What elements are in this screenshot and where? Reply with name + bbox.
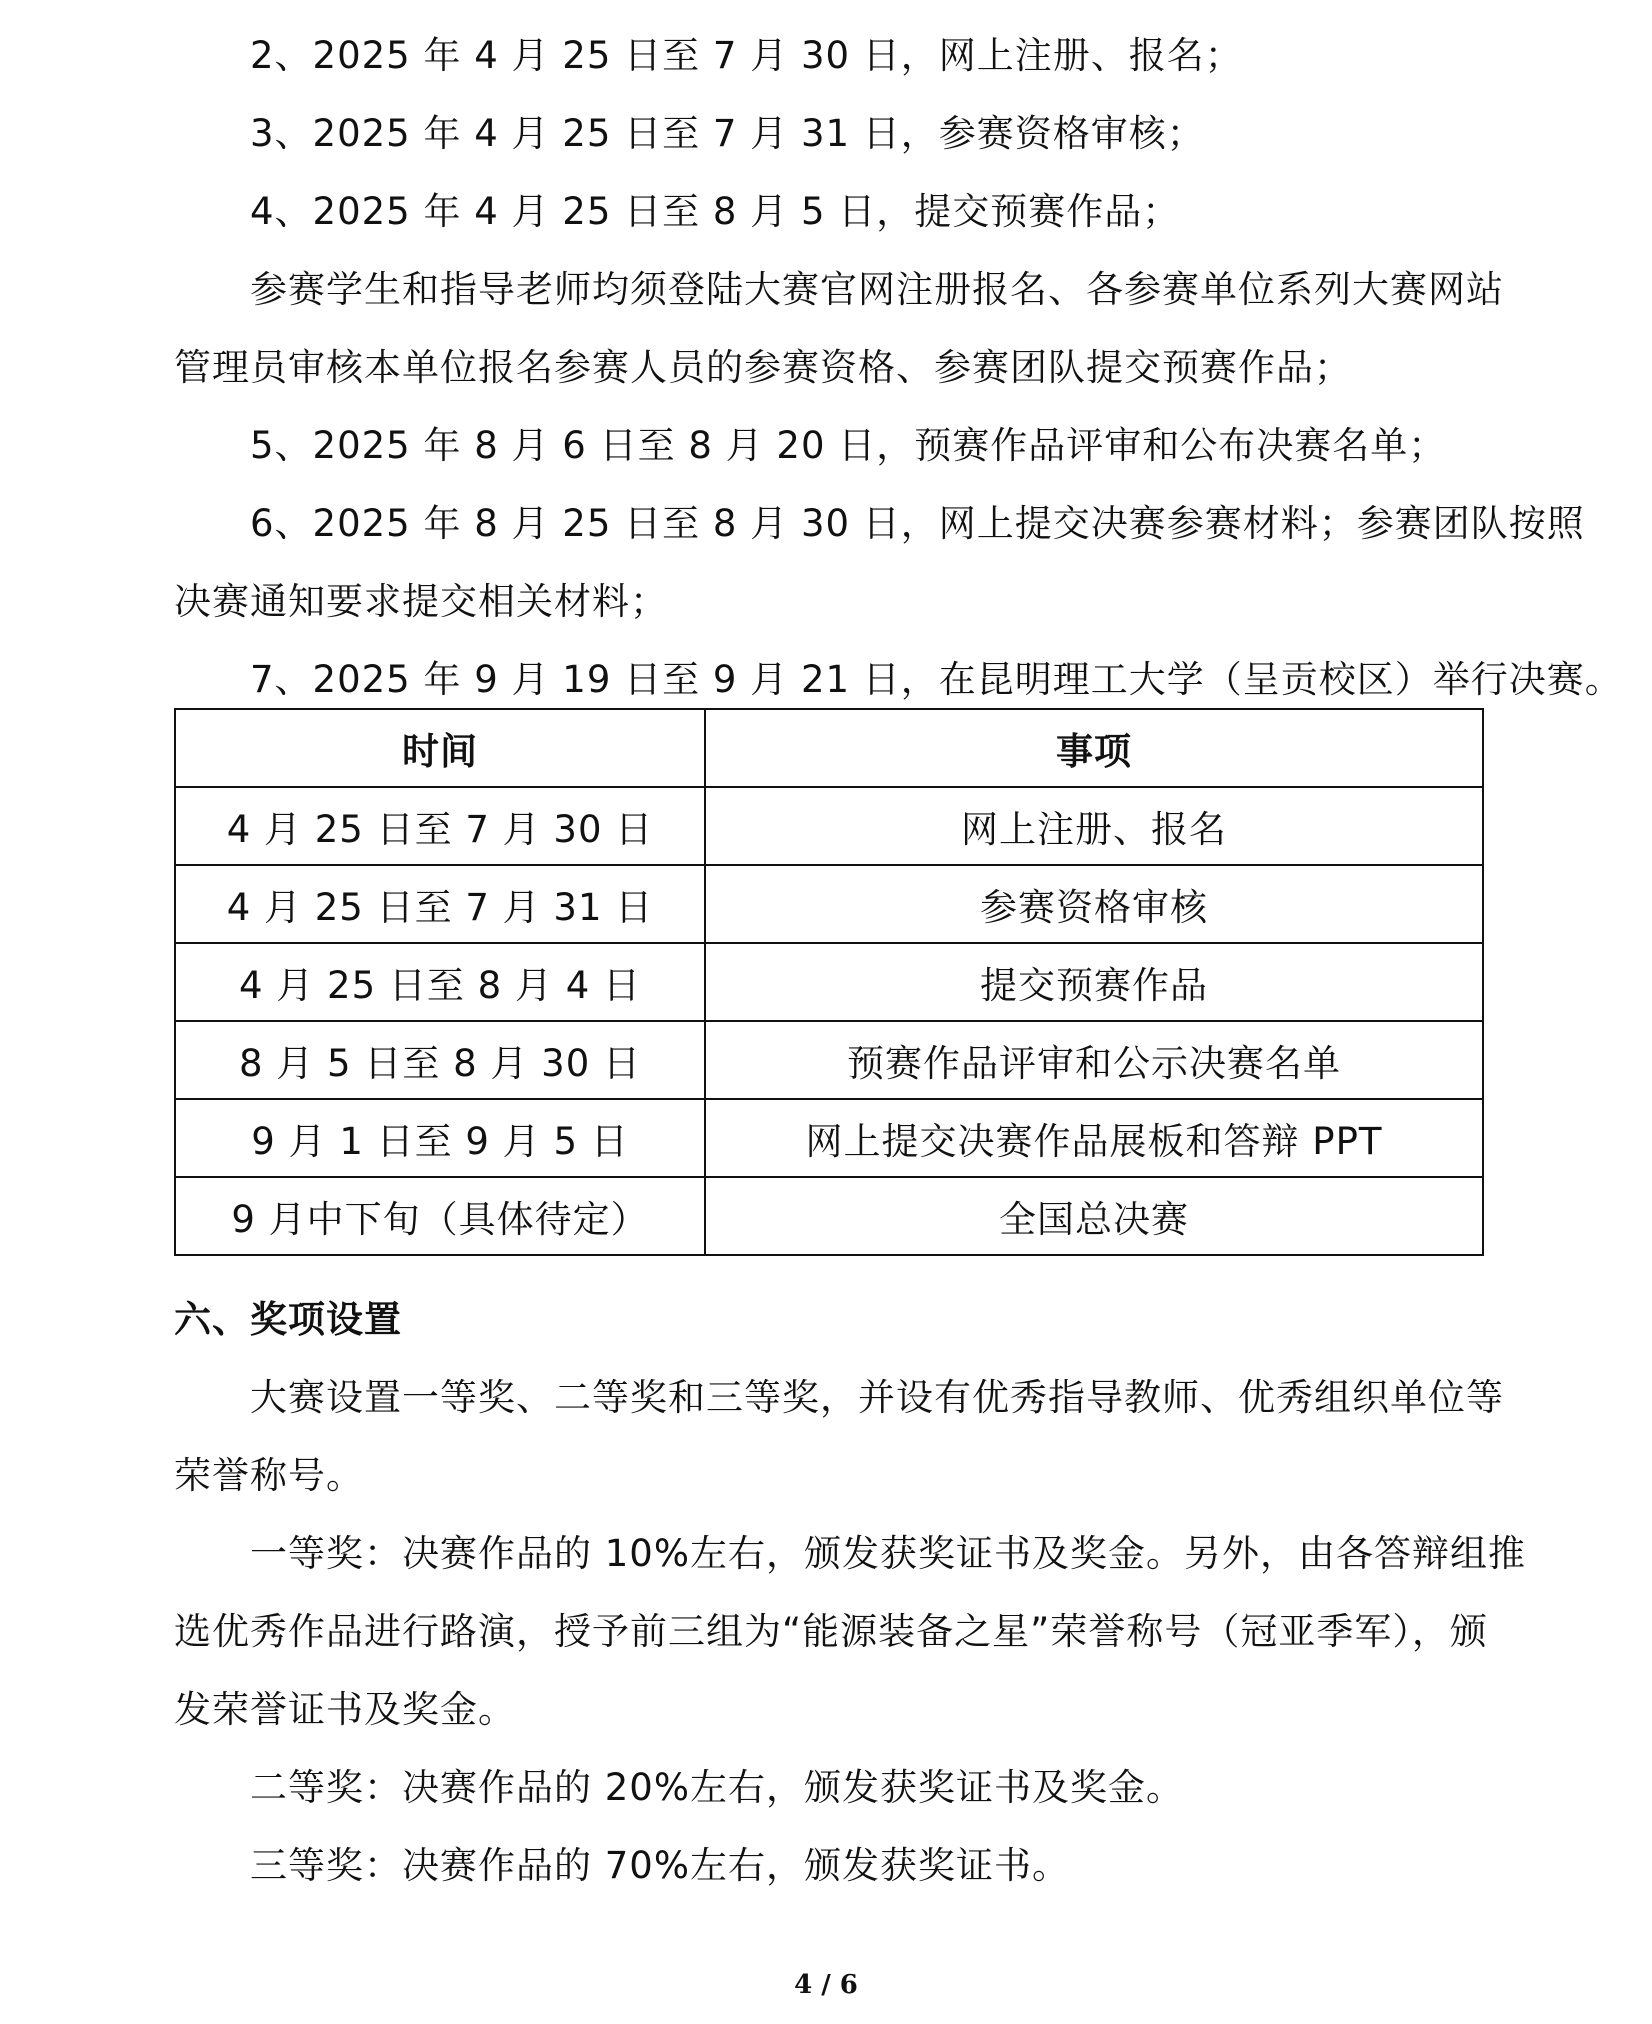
table-cell-item: 全国总决赛 [705, 1177, 1483, 1255]
table-header-item: 事项 [705, 709, 1483, 787]
table-cell-time: 8 月 5 日至 8 月 30 日 [175, 1021, 705, 1099]
table-row [175, 943, 1483, 1021]
table-cell-item: 参赛资格审核 [705, 865, 1483, 943]
schedule-item-6-line-2: 决赛通知要求提交相关材料； [174, 580, 668, 623]
second-prize: 二等奖：决赛作品的 20%左右，颁发获奖证书及奖金。 [250, 1766, 1184, 1809]
table-cell-time: 4 月 25 日至 8 月 4 日 [175, 943, 705, 1021]
first-prize-line-3: 发荣誉证书及奖金。 [174, 1688, 516, 1731]
table-header-time: 时间 [175, 709, 705, 787]
awards-intro-line-2: 荣誉称号。 [174, 1454, 364, 1497]
table-cell-time: 9 月 1 日至 9 月 5 日 [175, 1099, 705, 1177]
first-prize-line-1: 一等奖：决赛作品的 10%左右，颁发获奖证书及奖金。另外，由各答辩组推 [250, 1532, 1526, 1575]
section-6-heading: 六、奖项设置 [174, 1298, 402, 1341]
table-header-row [175, 709, 1483, 787]
schedule-item-7: 7、2025 年 9 月 19 日至 9 月 21 日，在昆明理工大学（呈贡校区）举行决赛。 [250, 658, 1623, 701]
table-row [175, 1177, 1483, 1255]
schedule-table [174, 708, 1484, 1256]
schedule-item-4: 4、2025 年 4 月 25 日至 8 月 5 日，提交预赛作品； [250, 190, 1181, 233]
schedule-item-5: 5、2025 年 8 月 6 日至 8 月 20 日，预赛作品评审和公布决赛名单； [250, 424, 1447, 467]
table-cell-item: 网上提交决赛作品展板和答辩 PPT [705, 1099, 1483, 1177]
third-prize: 三等奖：决赛作品的 70%左右，颁发获奖证书。 [250, 1844, 1070, 1887]
note-line-2: 管理员审核本单位报名参赛人员的参赛资格、参赛团队提交预赛作品； [174, 346, 1352, 389]
table-cell-time: 9 月中下旬（具体待定） [175, 1177, 705, 1255]
table-row [175, 787, 1483, 865]
note-line-1: 参赛学生和指导老师均须登陆大赛官网注册报名、各参赛单位系列大赛网站 [250, 268, 1504, 311]
table-cell-time: 4 月 25 日至 7 月 30 日 [175, 787, 705, 865]
table-cell-item: 网上注册、报名 [705, 787, 1483, 865]
schedule-item-3: 3、2025 年 4 月 25 日至 7 月 31 日，参赛资格审核； [250, 112, 1205, 155]
table-cell-time: 4 月 25 日至 7 月 31 日 [175, 865, 705, 943]
page-number: 4 / 6 [794, 1970, 858, 2000]
table-row [175, 1021, 1483, 1099]
awards-intro-line-1: 大赛设置一等奖、二等奖和三等奖，并设有优秀指导教师、优秀组织单位等 [250, 1376, 1504, 1419]
table-row [175, 1099, 1483, 1177]
schedule-item-2: 2、2025 年 4 月 25 日至 7 月 30 日，网上注册、报名； [250, 34, 1243, 77]
table-cell-item: 预赛作品评审和公示决赛名单 [705, 1021, 1483, 1099]
table-cell-item: 提交预赛作品 [705, 943, 1483, 1021]
first-prize-line-2: 选优秀作品进行路演，授予前三组为“能源装备之星”荣誉称号（冠亚季军），颁 [174, 1610, 1488, 1653]
table-row [175, 865, 1483, 943]
schedule-item-6-line-1: 6、2025 年 8 月 25 日至 8 月 30 日，网上提交决赛参赛材料；参赛团队按照 [250, 502, 1585, 545]
